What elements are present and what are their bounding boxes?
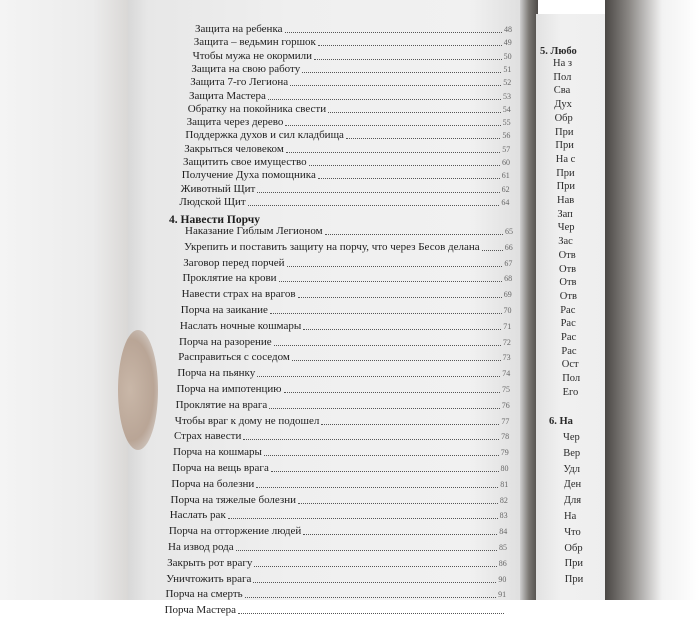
toc-leader-dots [325,234,503,235]
toc-entry-page: 82 [499,495,508,505]
toc-leader-dots [321,424,499,425]
toc-leader-dots [238,613,504,614]
right-page-text-fragment: Рас [560,318,576,330]
right-page-text-fragment: При [555,126,574,138]
toc-leader-dots [328,112,501,113]
toc-leader-dots [318,178,500,179]
toc-leader-dots [482,250,503,251]
toc-entry-page: 74 [502,369,511,379]
toc-entry-page: 70 [503,306,512,315]
right-page-text-fragment: Отв [558,249,576,261]
right-page-text-fragment: При [555,140,574,152]
toc-entry-title: Наслать ночные кошмары [179,319,302,332]
right-page-text-fragment: При [564,558,584,570]
toc-entry [180,318,511,333]
toc-entry-title: Порча на разорение [179,335,272,348]
toc-leader-dots [284,392,500,393]
right-page-text-fragment: При [556,167,575,179]
toc-entry-page: 77 [501,416,510,426]
background-right [605,0,700,600]
toc-entry-page: 60 [502,158,510,167]
right-page-text-fragment: Удл [563,463,580,475]
right-page-text-fragment: Рас [561,345,577,357]
right-page-text-fragment: Чер [563,432,580,443]
toc-leader-dots [286,152,500,153]
toc-entry-title: Чтобы враг к дому не подошел [174,414,320,427]
toc-entry [185,223,513,238]
toc-entry-page: 49 [503,38,512,48]
toc-leader-dots [264,455,499,456]
toc-leader-dots [285,125,500,126]
toc-leader-dots [271,471,499,472]
toc-leader-dots [314,59,502,60]
toc-entry-title: Защитить свое имущество [183,156,307,168]
toc-leader-dots [309,165,500,166]
toc-entry-title: Уничтожить врага [166,572,252,585]
right-page-text-fragment: При [556,181,576,193]
right-page-text-fragment: Ост [561,359,579,371]
toc-entry-title: Защита на ребенка [195,23,283,35]
toc-entry-title: Укрепить и поставить защиту на порчу, что через Бесов делана [184,240,480,253]
section-5-title-fragment: 5. Любо [540,46,577,57]
toc-entry-page: 86 [498,558,507,568]
toc-entry-title: Наслать рак [169,509,226,522]
toc-leader-dots [269,408,499,409]
right-page-text-fragment: На з [553,58,573,69]
background-left [0,0,132,600]
toc-entry [169,523,507,538]
right-page-text-fragment: При [564,574,584,586]
toc-leader-dots [268,99,501,100]
toc-entry-title: Порча на заикание [180,304,268,316]
toc-entry-page: 71 [503,321,512,331]
toc-leader-dots [254,566,496,567]
toc-leader-dots [302,72,501,73]
toc-entry-title: Наказание Гиблым Легионом [185,225,323,237]
toc-entry-page: 68 [504,274,513,284]
toc-entry [184,239,513,254]
toc-entry-page: 50 [503,51,512,61]
toc-entry [177,381,511,396]
right-page-text-fragment: Дух [554,99,572,111]
toc-entry-title: Людской Щит [179,195,246,208]
toc-entry-title: Поддержка духов и сил кладбища [185,129,344,142]
toc-entry-title: Обратку на покойника свести [187,102,327,115]
toc-leader-dots [257,192,499,193]
toc-entry-page: 73 [502,353,511,363]
toc-entry-title: Защита Мастера [189,89,266,102]
toc-entry [172,460,508,475]
right-page-text-fragment: Нав [557,195,575,206]
toc-entry-title: Защита 7-го Легиона [190,76,289,89]
right-page-text-fragment: Зас [558,236,573,248]
toc-entry [179,194,509,209]
right-page-text-fragment: На [564,511,577,522]
toc-entry-page: 72 [502,337,511,347]
toc-entry-page: 64 [501,197,510,207]
right-page-text-fragment: Отв [559,290,577,302]
toc-entry [176,397,510,412]
toc-entry [165,602,506,617]
toc-entry-title: На извод рода [168,541,234,553]
section-6-title-fragment: 6. На [549,416,573,427]
toc-entry-page: 56 [502,131,511,141]
toc-entry-page: 61 [501,171,510,181]
toc-leader-dots [279,281,503,282]
toc-leader-dots [318,45,502,46]
toc-entry-title: Навести страх на врагов [181,288,296,301]
toc-entry-title: Защита – ведьмин горшок [193,36,316,49]
toc-entry-page: 75 [502,385,510,394]
right-page-text-fragment: Рас [561,332,577,343]
toc-leader-dots [248,205,500,206]
toc-entry-title: Порча на болезни [171,477,255,490]
toc-entry [171,492,508,507]
toc-entry-page: 78 [501,432,510,442]
toc-entry-page: 53 [503,91,511,101]
toc-entry-title: Защита через дерево [186,116,284,129]
toc-leader-dots [228,518,498,519]
toc-entry-page: 84 [499,527,508,537]
toc-entry-title: Закрыться человеком [184,142,284,155]
right-page-text-fragment: На с [555,153,576,165]
toc-leader-dots [270,313,502,314]
toc-entry [177,365,510,380]
toc-entry-page: 52 [503,78,512,88]
toc-entry [168,539,507,554]
right-page-text-fragment: Его [562,386,579,398]
toc-entry [182,270,512,285]
toc-entry-page: 55 [502,118,511,128]
toc-leader-dots [303,329,501,330]
toc-entry-title: Проклятие на врага [175,398,268,411]
toc-entry [174,428,509,443]
toc-leader-dots [274,345,501,346]
toc-entry-title: Получение Духа помощника [181,169,316,182]
toc-entry-page: 81 [500,479,509,489]
right-page-text-fragment: Отв [559,277,577,289]
toc-entry [171,476,508,491]
toc-leader-dots [298,503,498,504]
toc-entry-page: 69 [503,290,512,300]
toc-leader-dots [256,487,498,488]
toc-entry-title: Порча на вещь врага [172,462,269,474]
toc-entry-title: Порча на импотенцию [176,383,282,395]
toc-entry-title: Порча на отторжение людей [168,525,302,538]
toc-entry-title: Порча Мастера [164,604,237,617]
right-page-text-fragment: Что [564,526,581,538]
right-page-text-fragment: Отв [559,263,577,275]
toc-entry [170,507,508,522]
toc-entry [175,413,510,428]
toc-entry-page: 67 [504,258,513,268]
toc-entry-page: 79 [500,448,509,458]
toc-entry [166,571,506,586]
toc-entry-title: Порча на кошмары [173,446,262,459]
toc-entry-page: 65 [505,227,513,236]
toc-leader-dots [236,550,497,551]
right-page-text-fragment: Зап [557,208,573,220]
toc-entry-title: Животный Щит [180,182,256,195]
toc-leader-dots [303,534,497,535]
toc-leader-dots [285,32,502,33]
toc-entry [167,555,507,570]
toc-entry-page: 91 [498,590,507,600]
toc-leader-dots [346,138,500,139]
toc-entry-title: Порча на тяжелые болезни [170,493,297,506]
right-page-text-fragment: Для [563,495,582,507]
right-page-text-fragment: Пол [553,71,572,83]
toc-entry-page: 90 [498,574,507,584]
toc-entry-page: 54 [502,104,511,114]
right-page-text-fragment: Обр [554,112,573,124]
toc-entry-page: 66 [504,242,513,252]
toc-leader-dots [245,597,496,598]
toc-entry [178,349,510,364]
finger [118,330,158,450]
toc-entry-page: 76 [501,400,510,410]
toc-leader-dots [290,85,501,86]
toc-entry-page: 80 [500,464,509,473]
toc-entry-title: Порча на смерть [165,588,243,601]
right-page-text-fragment: Рас [560,304,576,316]
toc-entry [182,286,512,301]
right-page-text-fragment: Чер [557,222,575,234]
toc-leader-dots [287,266,503,267]
right-page-text-fragment: Ден [563,479,582,491]
toc-entry-page: 57 [502,144,511,154]
toc-entry-page: 51 [503,64,512,74]
toc-entry [179,334,511,349]
toc-entry-title: Защита на свою работу [191,62,301,75]
toc-entry-page: 62 [501,184,510,194]
right-page-text-fragment: Обр [564,542,583,554]
toc-leader-dots [292,360,501,361]
toc-entry-page: 85 [499,543,507,552]
toc-leader-dots [253,582,496,583]
toc-entry [173,444,509,459]
toc-entry-title: Порча на пьянку [177,367,256,380]
toc-entry-title: Чтобы мужа не окормили [192,49,313,62]
toc-entry-title: Закрыть рот врагу [167,556,253,569]
toc-entry [183,255,512,270]
section-4-title: 4. Навести Порчу [169,214,260,226]
right-page-text-fragment: Вер [563,447,581,459]
right-page-text-fragment: Сва [553,85,571,97]
toc-leader-dots [257,376,500,377]
toc-entry-title: Заговор перед порчей [183,256,285,269]
toc-entry-page: 48 [504,25,512,34]
toc-entry [165,586,506,601]
toc-entry-title: Проклятие на крови [182,272,277,285]
toc-leader-dots [243,439,499,440]
toc-entry-title: Страх навести [173,430,242,443]
toc-entry [181,302,512,317]
toc-entry-page: 83 [499,511,508,521]
toc-entry-title: Расправиться с соседом [178,351,290,364]
right-page-text-fragment: Пол [562,373,581,385]
toc-leader-dots [298,297,502,298]
